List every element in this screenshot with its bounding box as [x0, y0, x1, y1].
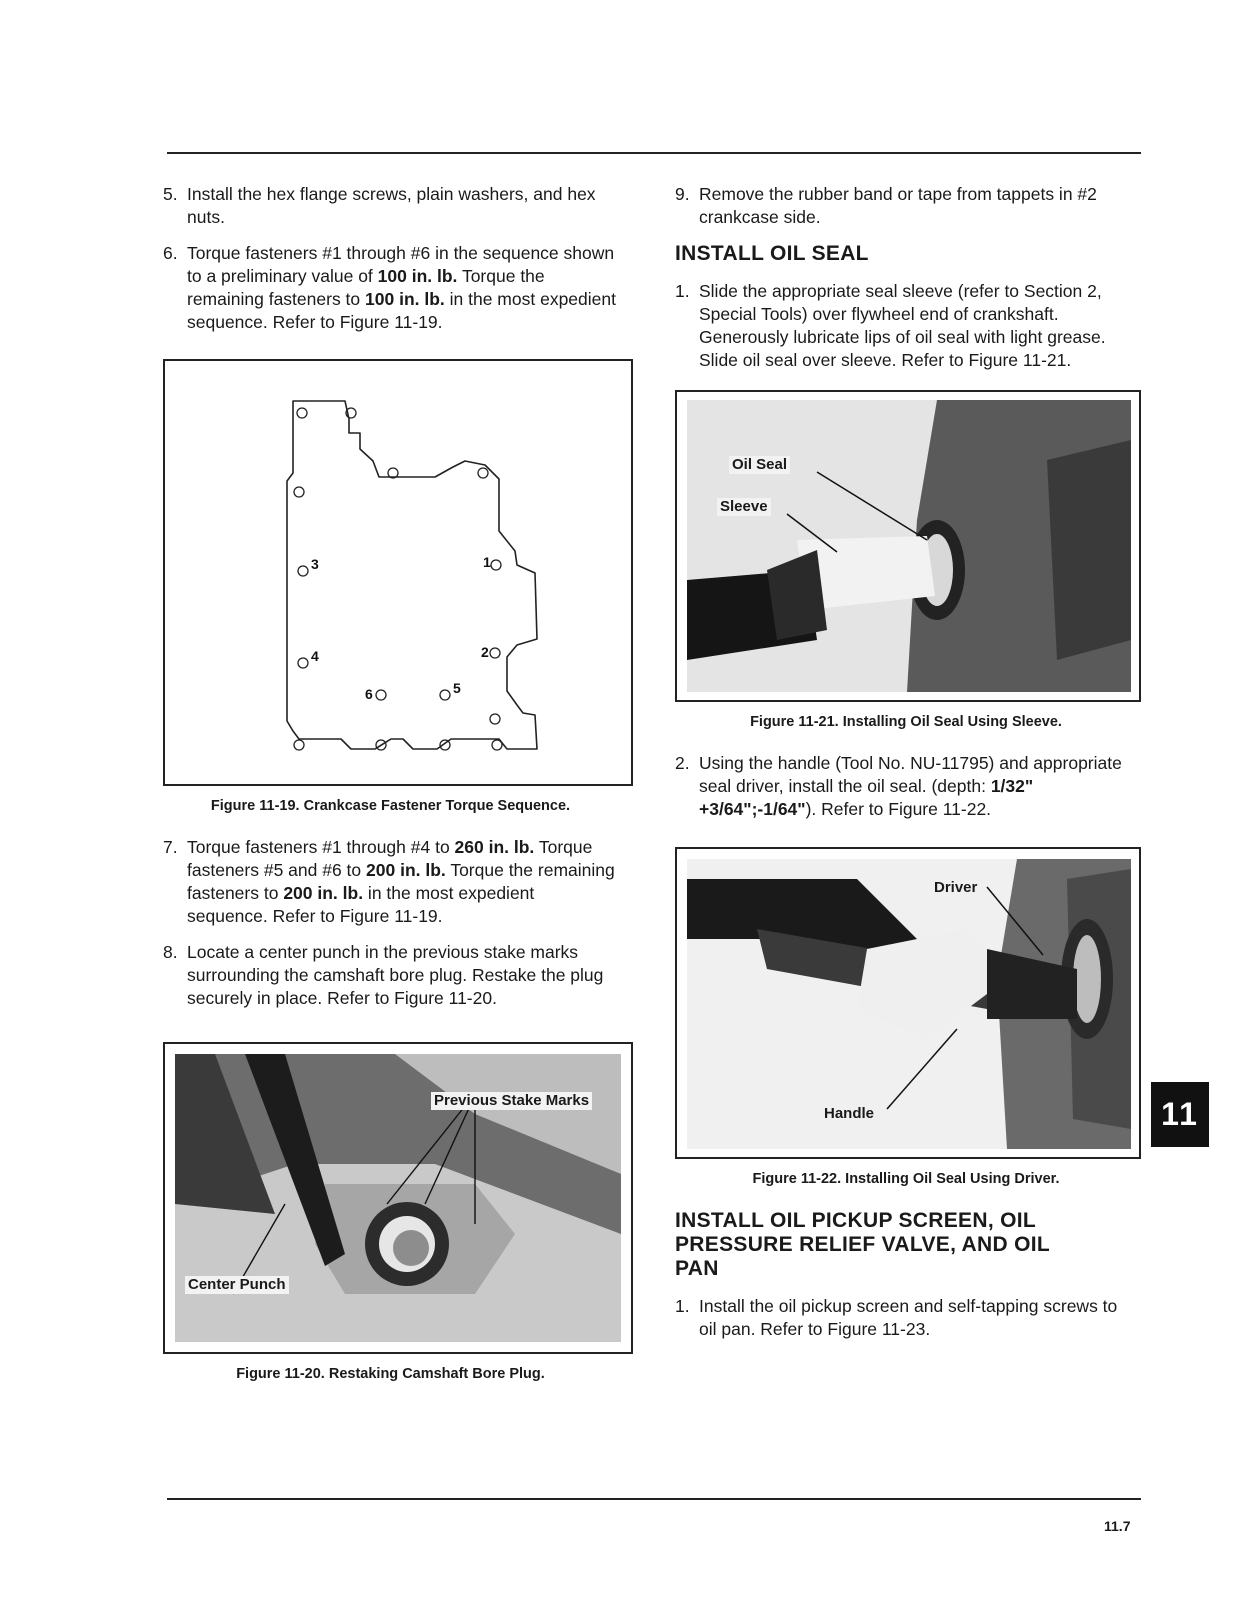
fastener-3: [298, 566, 308, 576]
callout-center-punch: Center Punch: [185, 1276, 289, 1294]
callout-previous-stake-marks: Previous Stake Marks: [431, 1092, 592, 1110]
section-tab: 11: [1151, 1082, 1209, 1147]
callout-oil-seal: Oil Seal: [729, 456, 790, 474]
torque-value: 100 in. lb.: [377, 266, 458, 286]
section-heading-install-oil-pickup: INSTALL OIL PICKUP SCREEN, OIL PRESSURE RELIEF VALVE, AND OIL PAN: [675, 1209, 1050, 1280]
seal-step-1: [675, 280, 1137, 372]
pan-step-1: [675, 1295, 1137, 1341]
step-text: Install the hex flange screws, plain washers, and hex nuts.: [187, 184, 596, 227]
figure-11-21: [675, 390, 1141, 702]
torque-value: 200 in. lb.: [283, 883, 364, 903]
step-number: 1.: [675, 1296, 690, 1316]
figure-11-22: [675, 847, 1141, 1159]
right-column: [675, 183, 1137, 1354]
depth-value: 1/32": [990, 776, 1034, 796]
step-5: [163, 183, 618, 229]
figure-caption: Figure 11-20. Restaking Camshaft Bore Plug.: [236, 1366, 545, 1382]
step-number: 1.: [675, 281, 690, 301]
fastener-label-4: 4: [311, 648, 319, 664]
step-text: Locate a center punch in the previous stake marks surrounding the camshaft bore plug. Restake the plug securely in place. Refer to Figure 11-20.: [187, 942, 604, 1008]
oil-seal-driver-photo: [687, 859, 1131, 1149]
torque-value: 100 in. lb.: [365, 289, 445, 309]
step-7: [163, 836, 618, 928]
torque-value: 260 in. lb.: [454, 837, 535, 857]
oil-seal-sleeve-photo: [687, 400, 1131, 692]
figure-caption: Figure 11-19. Crankcase Fastener Torque Sequence.: [210, 798, 571, 814]
figure-caption: Figure 11-21. Installing Oil Seal Using Sleeve.: [750, 714, 1062, 730]
fastener-5: [440, 690, 450, 700]
page-number: 11.7: [1104, 1518, 1131, 1534]
step-number: 2.: [675, 753, 690, 773]
step-9: [675, 183, 1137, 229]
step-text: Remove the rubber band or tape from tappets in #2 crankcase side.: [699, 184, 1097, 227]
figure-11-19: [163, 359, 633, 786]
fastener-6: [376, 690, 386, 700]
step-number: 7.: [163, 837, 178, 857]
seal-step-2: [675, 752, 1137, 821]
footer-rule: [167, 1498, 1141, 1500]
fastener-2: [490, 648, 500, 658]
step-text: Torque fasteners #1 through #4 to 260 in. lb. Torque fasteners #5 and #6 to 200 in. lb. Torque the remaining fasteners to 200 in. lb. in the most expedient sequence. Refer to Figure 11-19.: [187, 837, 615, 926]
header-rule: [167, 152, 1141, 154]
fastener-label-6: 6: [365, 686, 373, 702]
fastener-label-3: 3: [311, 556, 319, 572]
step-number: 8.: [163, 942, 178, 962]
step-text: Torque fasteners #1 through #6 in the sequence shown to a preliminary value of 100 in. lb. Torque the remaining fasteners to 100 in. lb. in the most expedient sequence. Refer to Figure 11-19.: [187, 243, 616, 332]
step-number: 5.: [163, 184, 178, 204]
step-number: 6.: [163, 243, 178, 263]
fastener-label-1: 1: [483, 554, 491, 570]
depth-tolerance: +3/64";-1/64": [699, 799, 806, 819]
left-column: [163, 183, 618, 1404]
torque-value: 200 in. lb.: [366, 860, 446, 880]
figure-caption: Figure 11-22. Installing Oil Seal Using Driver.: [752, 1171, 1060, 1187]
section-heading-install-oil-seal: INSTALL OIL SEAL: [675, 242, 869, 265]
figure-11-20: [163, 1042, 633, 1354]
fastener-label-5: 5: [453, 680, 461, 696]
step-text: Slide the appropriate seal sleeve (refer to Section 2, Special Tools) over flywheel end of crankshaft. Generously lubricate lips of oil seal with light grease. Slide oil seal over sleeve. Refer to Figure 11-21.: [699, 281, 1106, 370]
fastener-label-2: 2: [481, 644, 489, 660]
crankcase-diagram: [165, 361, 631, 784]
fastener-4: [298, 658, 308, 668]
step-6: [163, 242, 618, 334]
callout-sleeve: Sleeve: [717, 498, 771, 516]
step-text: Using the handle (Tool No. NU-11795) and appropriate seal driver, install the oil seal. (depth: 1/32" +3/64";-1/64"). Refer to Figure 11-22.: [699, 753, 1122, 819]
fastener-1: [491, 560, 501, 570]
callout-driver: Driver: [934, 879, 978, 896]
step-8: [163, 941, 618, 1010]
step-number: 9.: [675, 184, 690, 204]
step-text: Install the oil pickup screen and self-tapping screws to oil pan. Refer to Figure 11-23.: [699, 1296, 1118, 1339]
callout-handle: Handle: [824, 1105, 875, 1122]
